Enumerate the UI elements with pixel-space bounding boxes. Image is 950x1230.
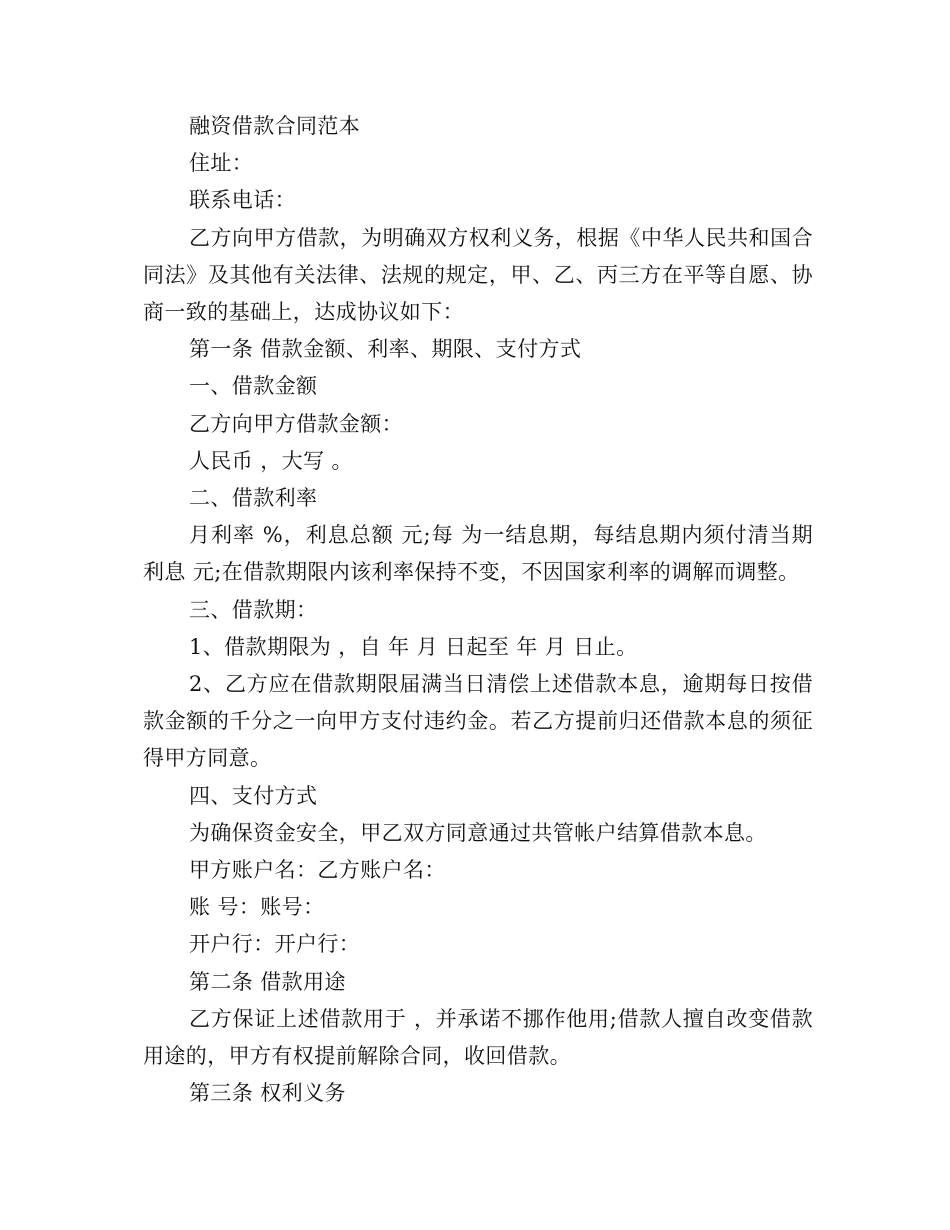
- loan-amount-line: 乙方向甲方借款金额：: [189, 411, 403, 436]
- usage-paragraph: 乙方保证上述借款用于 ，并承诺不挪作他用;借款人擅自改变借款用途的，甲方有权提前解除合同，收回借款。: [143, 1006, 813, 1069]
- section-loan-amount-heading: 一、借款金额: [189, 374, 318, 399]
- address-line: 住址：: [189, 151, 254, 176]
- term-clause-1: 1、借款期限为 ，自 年 月 日起至 年 月 日止。: [189, 634, 638, 659]
- term-clause-2: 2、乙方应在借款期限届满当日清偿上述借款本息，逾期每日按借款金额的千分之一向甲方支付违约金。若乙方提前归还借款本息的须征得甲方同意。: [143, 672, 813, 771]
- account-name-line: 甲方账户名：乙方账户名：: [189, 858, 446, 883]
- interest-paragraph: 月利率 %，利息总额 元;每 为一结息期，每结息期内须付清当期利息 元;在借款期限内该利率保持不变，不因国家利率的调解而调整。: [143, 523, 813, 585]
- section-term-heading: 三、借款期：: [189, 597, 318, 622]
- article-1-heading: 第一条 借款金额、利率、期限、支付方式: [189, 337, 582, 362]
- article-2-heading: 第二条 借款用途: [189, 969, 346, 994]
- article-3-heading: 第三条 权利义务: [189, 1081, 346, 1106]
- section-payment-heading: 四、支付方式: [189, 783, 318, 808]
- phone-line: 联系电话：: [189, 188, 296, 213]
- document-title: 融资借款合同范本: [189, 114, 361, 138]
- payment-paragraph: 为确保资金安全，甲乙双方同意通过共管帐户结算借款本息。: [189, 820, 767, 845]
- preamble-paragraph: 乙方向甲方借款，为明确双方权利义务，根据《中华人民共和国合同法》及其他有关法律、法规的规定，甲、乙、丙三方在平等自愿、协商一致的基础上，达成协议如下：: [143, 225, 813, 325]
- section-interest-heading: 二、借款利率: [189, 486, 318, 511]
- account-number-line: 账 号：账号：: [189, 895, 325, 920]
- document-body: [143, 108, 813, 1112]
- bank-line: 开户行：开户行：: [189, 932, 361, 957]
- rmb-amount-line: 人民币 ，大写 。: [189, 448, 353, 473]
